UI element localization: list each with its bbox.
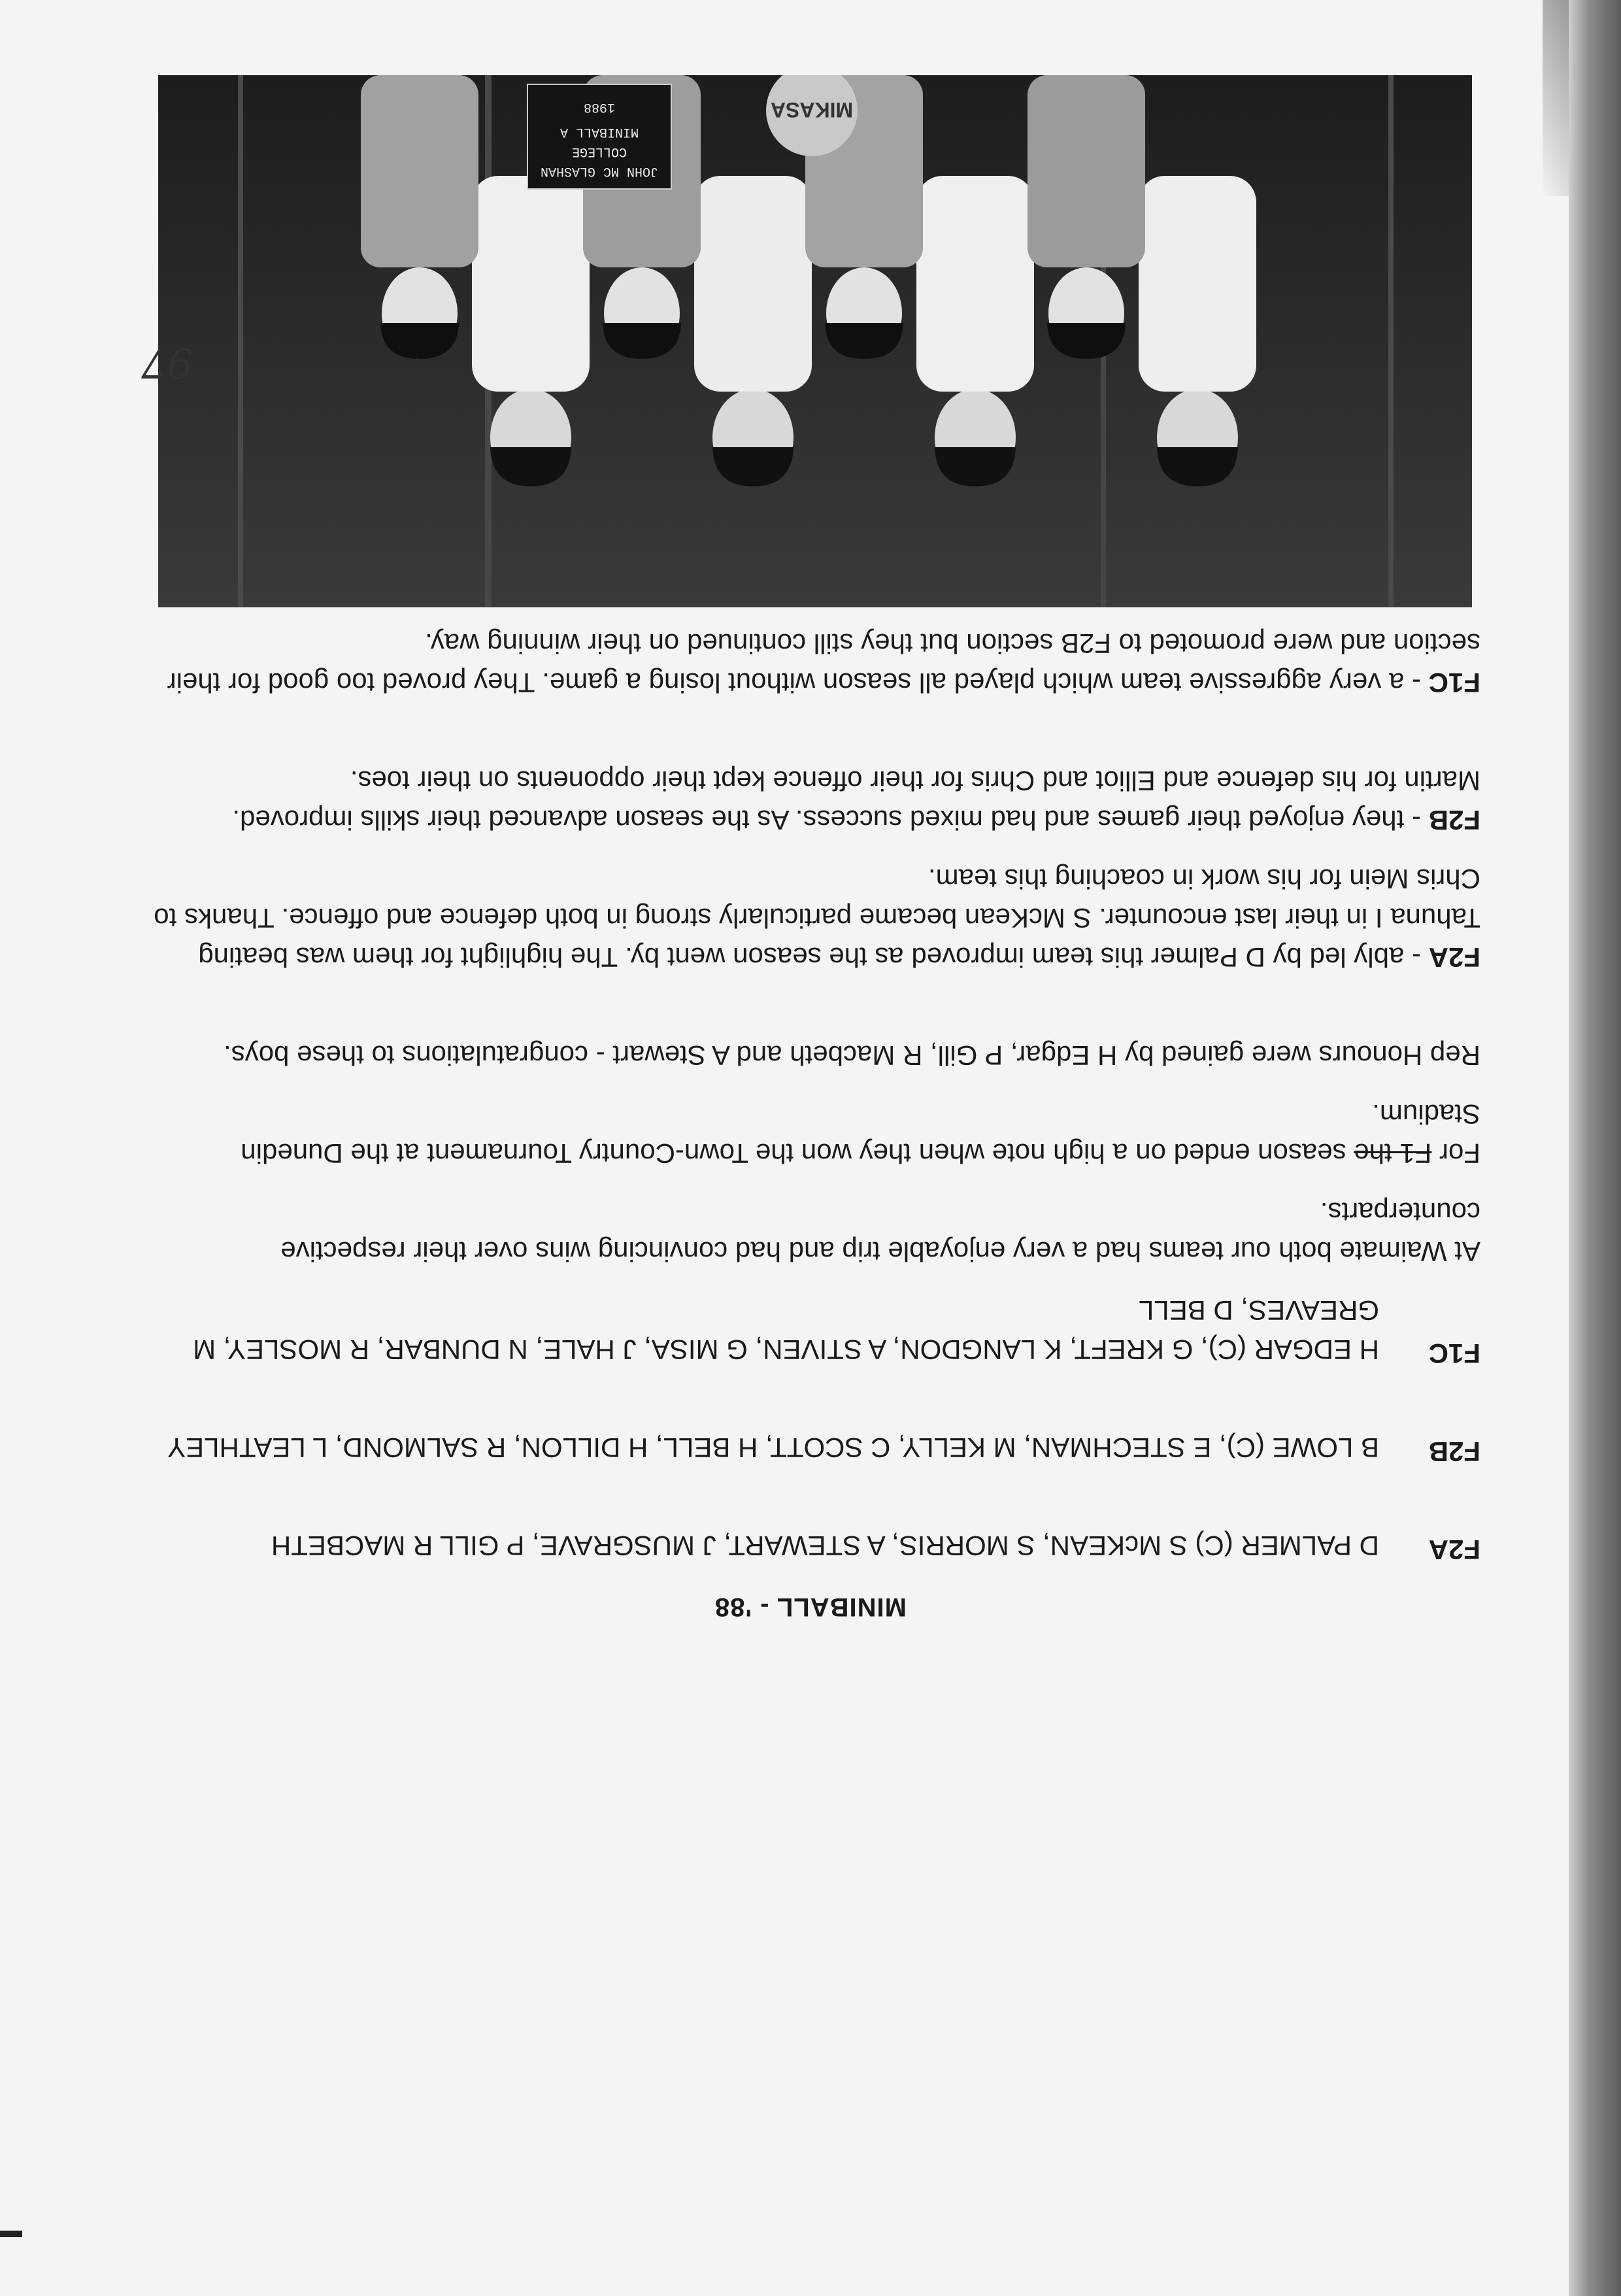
- f2b-text: - they enjoyed their games and had mixed success. As the season advanced their skills improved. Martin for his defence and Elliot and Chris for their offence kept their opponents on their toes.: [232, 766, 1480, 836]
- placard-line: JOHN MC GLASHAN: [540, 163, 659, 178]
- team-code: F1C: [1428, 1338, 1480, 1369]
- f1c-label: F1C: [1428, 667, 1480, 698]
- ball-brand-text: MIKASA: [770, 98, 854, 122]
- f2b-label: F2B: [1428, 805, 1480, 836]
- paragraph-f1c: [154, 624, 1480, 702]
- paragraph-f2a: [154, 859, 1480, 977]
- team-photo-image: [158, 75, 1472, 607]
- page-title: MINIBALL - '88: [714, 1593, 907, 1621]
- team-placard: [527, 84, 671, 189]
- team-players: H EDGAR (C), G KREFT, K LANGDON, A STIVEN, G MISA, J HALE, N DUNBAR, R MOSLEY, M GREAVES, D BELL: [193, 1295, 1379, 1365]
- paragraph-f1-season: [154, 1094, 1480, 1173]
- paragraph-f2b: [154, 761, 1480, 839]
- placard-line: COLLEGE: [571, 144, 627, 159]
- handwritten-page-number: 97: [141, 339, 193, 387]
- placard-line: 1988: [583, 99, 616, 114]
- wall-panel: [1388, 75, 1394, 607]
- wall-panel: [238, 75, 243, 607]
- f1-rest: season ended on a high note when they won the Town-Country Tournament at the Dunedin Stadium.: [241, 1099, 1480, 1169]
- team-photo: [158, 75, 1472, 607]
- paragraph-waimate: At Waimate both our teams had a very enjoyable trip and had convincing wins over their respective counterparts.: [280, 1197, 1480, 1267]
- f1-struck-text: F1 the: [1354, 1138, 1432, 1169]
- f2a-label: F2A: [1428, 942, 1480, 973]
- f1-prefix: For: [1431, 1138, 1480, 1169]
- f1c-text: - a very aggressive team which played all season without losing a game. They proved too good for their section and were promoted to F2B section but they still continued on their winning way.: [167, 628, 1480, 698]
- f2a-text: - ably led by D Palmer this team improved as the season went by. The highlight for them was beating Tahuna I in their last encounter. S McKean became particularly strong in both defence and offence. Thanks to Chris Mein for his work in coaching this team.: [154, 864, 1480, 973]
- placard-line: MINIBALL A: [560, 124, 639, 139]
- team-players: D PALMER (C) S McKEAN, S MORRIS, A STEWART, J MUSGRAVE, P GILL R MACBETH: [271, 1530, 1379, 1561]
- paragraph-rep-honours: Rep Honours were gained by H Edgar, P Gill, R Macbeth and A Stewart - congratulations to these boys.: [224, 1040, 1480, 1071]
- team-code: F2B: [1428, 1436, 1480, 1467]
- team-players: B LOWE (C), E STECHMAN, M KELLY, C SCOTT, H BELL, H DILLON, R SALMOND, L LEATHLEY: [167, 1432, 1379, 1463]
- team-code: F2A: [1428, 1534, 1480, 1565]
